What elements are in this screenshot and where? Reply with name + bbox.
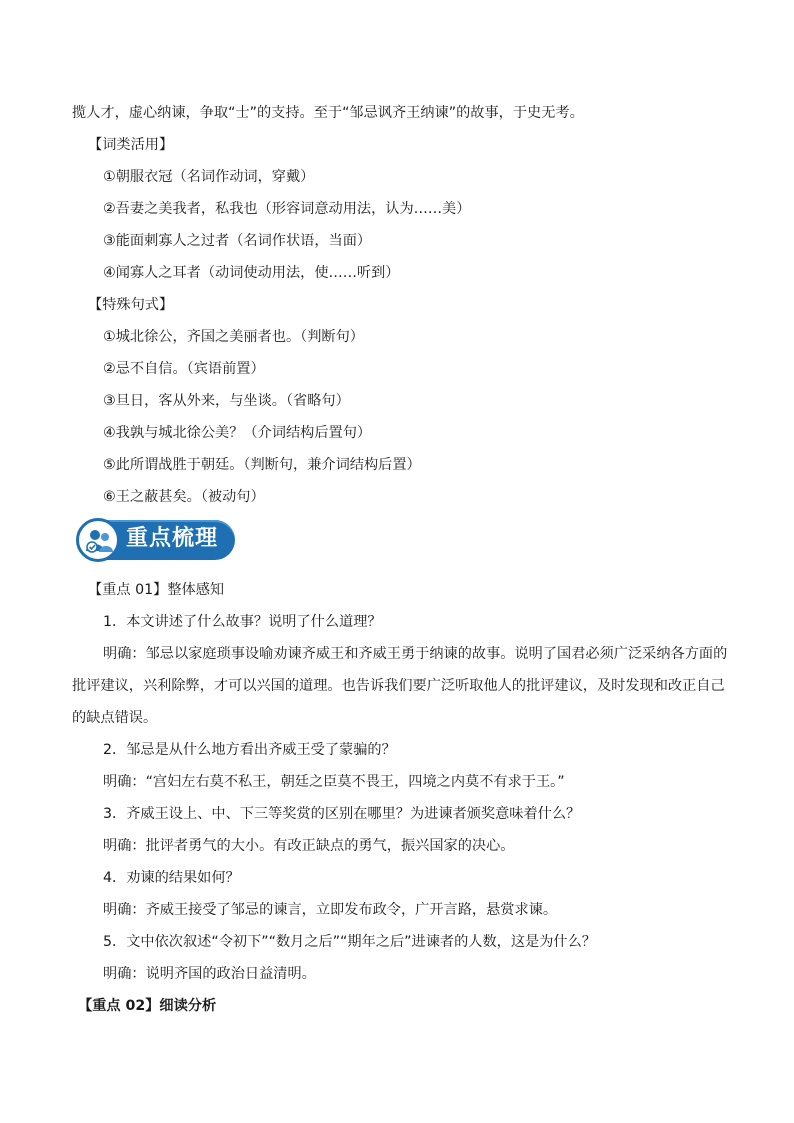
key-point-01-heading: 【重点 01】整体感知: [88, 582, 225, 598]
paragraph-continuation: 揽人才，虚心纳谏，争取“士”的支持。至于“邹忌讽齐王纳谏”的故事，于史无考。: [72, 105, 584, 121]
section-banner: [76, 518, 236, 563]
list-item: ⑤此所谓战胜于朝廷。（判断句，兼介词结构后置）: [103, 457, 421, 473]
answer: 明确：批评者勇气的大小。有改正缺点的勇气，振兴国家的决心。: [103, 838, 515, 854]
list-item: ③旦日，客从外来，与坐谈。（省略句）: [103, 393, 350, 409]
answer-continuation: 的缺点错误。: [72, 710, 158, 726]
question: 2．邹忌是从什么地方看出齐威王受了蒙骗的？: [103, 742, 396, 758]
answer: 明确：“宫妇左右莫不私王，朝廷之臣莫不畏王，四境之内莫不有求于王。”: [103, 774, 565, 790]
question: 1．本文讲述了什么故事？说明了什么道理？: [103, 614, 382, 630]
list-item: ④我孰与城北徐公美？（介词结构后置句）: [103, 425, 372, 441]
question: 4．劝谏的结果如何？: [103, 870, 240, 886]
answer: 明确：齐威王接受了邹忌的谏言，立即发布政令，广开言路，悬赏求谏。: [103, 902, 558, 918]
list-item: ②吾妻之美我者，私我也（形容词意动用法，认为……美）: [103, 201, 471, 217]
list-item: ⑥王之蔽甚矣。（被动句）: [103, 489, 265, 505]
key-point-02-heading: 【重点 02】细读分析: [78, 998, 217, 1014]
list-item: ③能面刺寡人之过者（名词作状语，当面）: [103, 233, 372, 249]
question: 5．文中依次叙述“令初下”“数月之后”“期年之后”进谏者的人数，这是为什么？: [103, 934, 596, 950]
question: 3．齐威王设上、中、下三等奖赏的区别在哪里？为进谏者颁奖意味着什么？: [103, 806, 581, 822]
list-item: ④闻寡人之耳者（动词使动用法，使……听到）: [103, 265, 400, 281]
people-icon: [76, 518, 120, 562]
list-item: ①朝服衣冠（名词作动词，穿戴）: [103, 169, 315, 185]
answer: 明确：说明齐国的政治日益清明。: [103, 966, 316, 982]
heading-word-class-usage: 【词类活用】: [88, 137, 174, 153]
list-item: ②忌不自信。（宾语前置）: [103, 361, 265, 377]
heading-special-sentences: 【特殊句式】: [88, 297, 174, 313]
list-item: ①城北徐公，齐国之美丽者也。（判断句）: [103, 329, 364, 345]
section-title: 重点梳理: [126, 526, 219, 551]
answer: 明确：邹忌以家庭琐事设喻劝谏齐威王和齐威王勇于纳谏的故事。说明了国君必须广泛采纳各方面的: [103, 646, 728, 662]
answer-continuation: 批评建议，兴利除弊，才可以兴国的道理。也告诉我们要广泛听取他人的批评建议，及时发现和改正自己: [72, 678, 725, 694]
